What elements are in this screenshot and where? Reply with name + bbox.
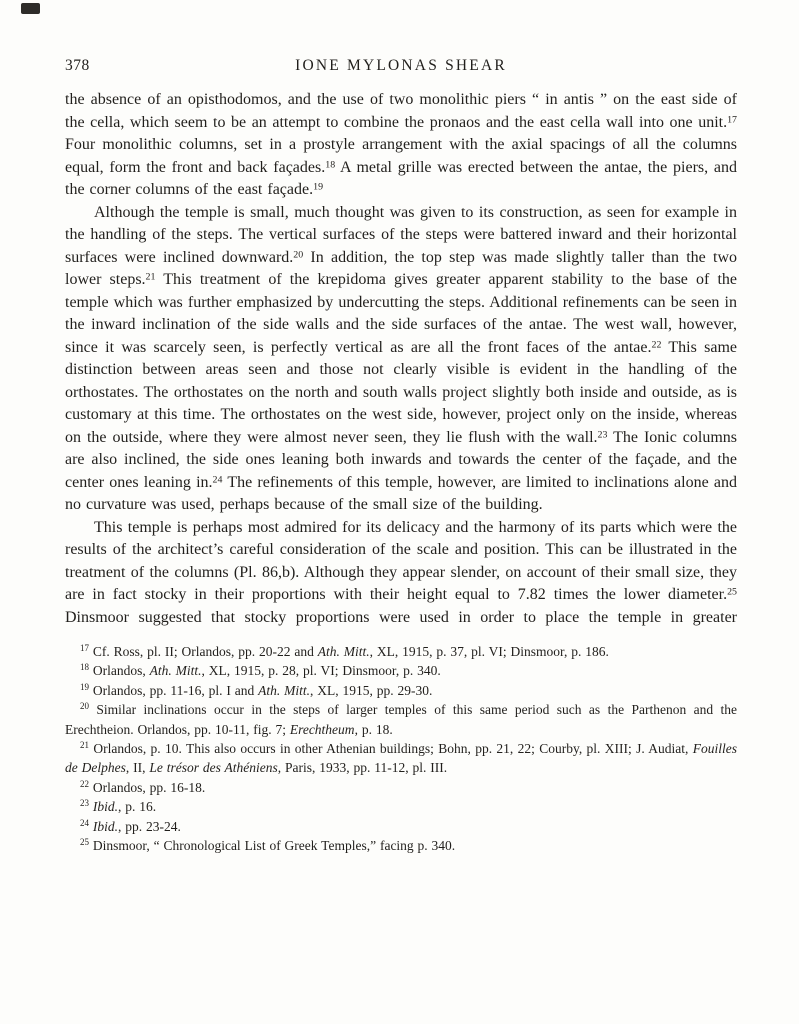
footnote-text: Ibid., pp. 23-24. bbox=[92, 818, 181, 834]
footnote-marker: 25 bbox=[80, 837, 89, 848]
body-paragraph-3: This temple is perhaps most admired for its delicacy and the harmony of its parts which were the results of the architect’s careful consideration of the scale and position. This can be illustrated in the treatment of the columns (Pl. 86,b). Although they appear slender, on account of their small size, they are in fact stocky in their proportions with their height equal to 7.82 times the lower diameter.$^{25}$ Dinsmoor suggested that stocky proportions were used in order to place the temple in greater bbox=[65, 518, 737, 626]
footnote-23 bbox=[65, 797, 737, 816]
footnotes-section bbox=[65, 642, 737, 855]
page-number: 378 bbox=[65, 57, 90, 74]
footnote-marker: 19 bbox=[80, 681, 89, 692]
footnote-marker: 23 bbox=[80, 798, 89, 809]
footnote-marker: 21 bbox=[80, 740, 89, 751]
body-paragraph-1: the absence of an opisthodomos, and the use of two monolithic piers “ in antis ” on the east side of the cella, which seem to be an attempt to combine the pronaos and the east cella wall into one unit.$^{17}$ Four monolithic columns, set in a prostyle arrangement with the axial spacings of all the columns equal, form the front and back façades.$^{18}$ A metal grille was erected between the antae, the piers, and the corner columns of the east façade.$^{19}$ bbox=[65, 91, 737, 198]
footnote-text: Orlandos, Ath. Mitt., XL, 1915, p. 28, pl. VI; Dinsmoor, p. 340. bbox=[92, 663, 441, 679]
footnote-text: Cf. Ross, pl. II; Orlandos, pp. 20-22 and Ath. Mitt., XL, 1915, p. 37, pl. VI; Dinsmoor, p. 186. bbox=[92, 644, 609, 659]
footnote-17 bbox=[65, 642, 737, 661]
footnote-20 bbox=[65, 700, 737, 739]
footnote-text: Dinsmoor, “ Chronological List of Greek Temples,” facing p. 340. bbox=[92, 838, 456, 854]
footnote-text: Orlandos, pp. 16-18. bbox=[92, 779, 206, 795]
body-paragraph-2: Although the temple is small, much thought was given to its construction, as seen for example in the handling of the steps. The vertical surfaces of the steps were battered inward and their horizontal surfaces were inclined downward.$^{20}$ In addition, the top step was made slightly taller than the two lower steps.$^{21}$ This treatment of the krepidoma gives greater apparent stability to the base of the temple which was further emphasized by undercutting the steps. Additional refinements can be seen in the inward inclination of the side walls and the side surfaces of the antae. The west wall, however, since it was scarcely seen, is perfectly vertical as are all the front faces of the antae.$^{22}$ This same distinction between areas seen and those not clearly visible is evident in the handling of the orthostates. The orthostates on the north and south walls project slightly both inside and outside, as is customary at this time. The orthostates on the west side, however, project only on the inside, whereas on the outside, where they were almost never seen, they lie flush with the wall.$^{23}$ The Ionic columns are also inclined, the side ones leaning both inwards and towards the center of the façade, and the center ones leaning in.$^{24}$ The refinements of this temple, however, are limited to inclinations alone and no curvature was used, perhaps because of the small size of the building. bbox=[65, 203, 738, 513]
footnote-21 bbox=[65, 739, 737, 778]
footnote-marker: 18 bbox=[80, 662, 89, 673]
footnote-19 bbox=[65, 681, 737, 700]
page-header bbox=[65, 57, 737, 77]
body-text bbox=[65, 89, 737, 629]
footnote-text: Similar inclinations occur in the steps of larger temples of this same period such as the Parthenon and the Erechtheion. Orlandos, pp. 10-11, fig. 7; Erechtheum, p. 18. bbox=[65, 702, 737, 737]
footnote-25 bbox=[65, 836, 737, 855]
page-content bbox=[65, 89, 737, 855]
footnote-18 bbox=[65, 661, 737, 680]
footnote-24 bbox=[65, 817, 737, 836]
footnote-marker: 20 bbox=[80, 701, 89, 712]
footnote-marker: 22 bbox=[80, 778, 89, 789]
footnote-text: Orlandos, p. 10. This also occurs in other Athenian buildings; Bohn, pp. 21, 22; Courby, pl. XIII; J. Audiat, Fouilles de Delphes, II, Le trésor des Athéniens, Paris, 1933, pp. 11-12, pl. III. bbox=[65, 741, 737, 776]
running-head: IONE MYLONAS SHEAR bbox=[295, 57, 507, 74]
footnote-marker: 24 bbox=[80, 817, 89, 828]
footnote-22 bbox=[65, 778, 737, 797]
footnote-marker: 17 bbox=[80, 643, 89, 654]
scan-artifact-mark bbox=[21, 3, 40, 14]
footnote-text: Ibid., p. 16. bbox=[92, 799, 157, 815]
footnote-text: Orlandos, pp. 11-16, pl. I and Ath. Mitt., XL, 1915, pp. 29-30. bbox=[92, 682, 433, 698]
